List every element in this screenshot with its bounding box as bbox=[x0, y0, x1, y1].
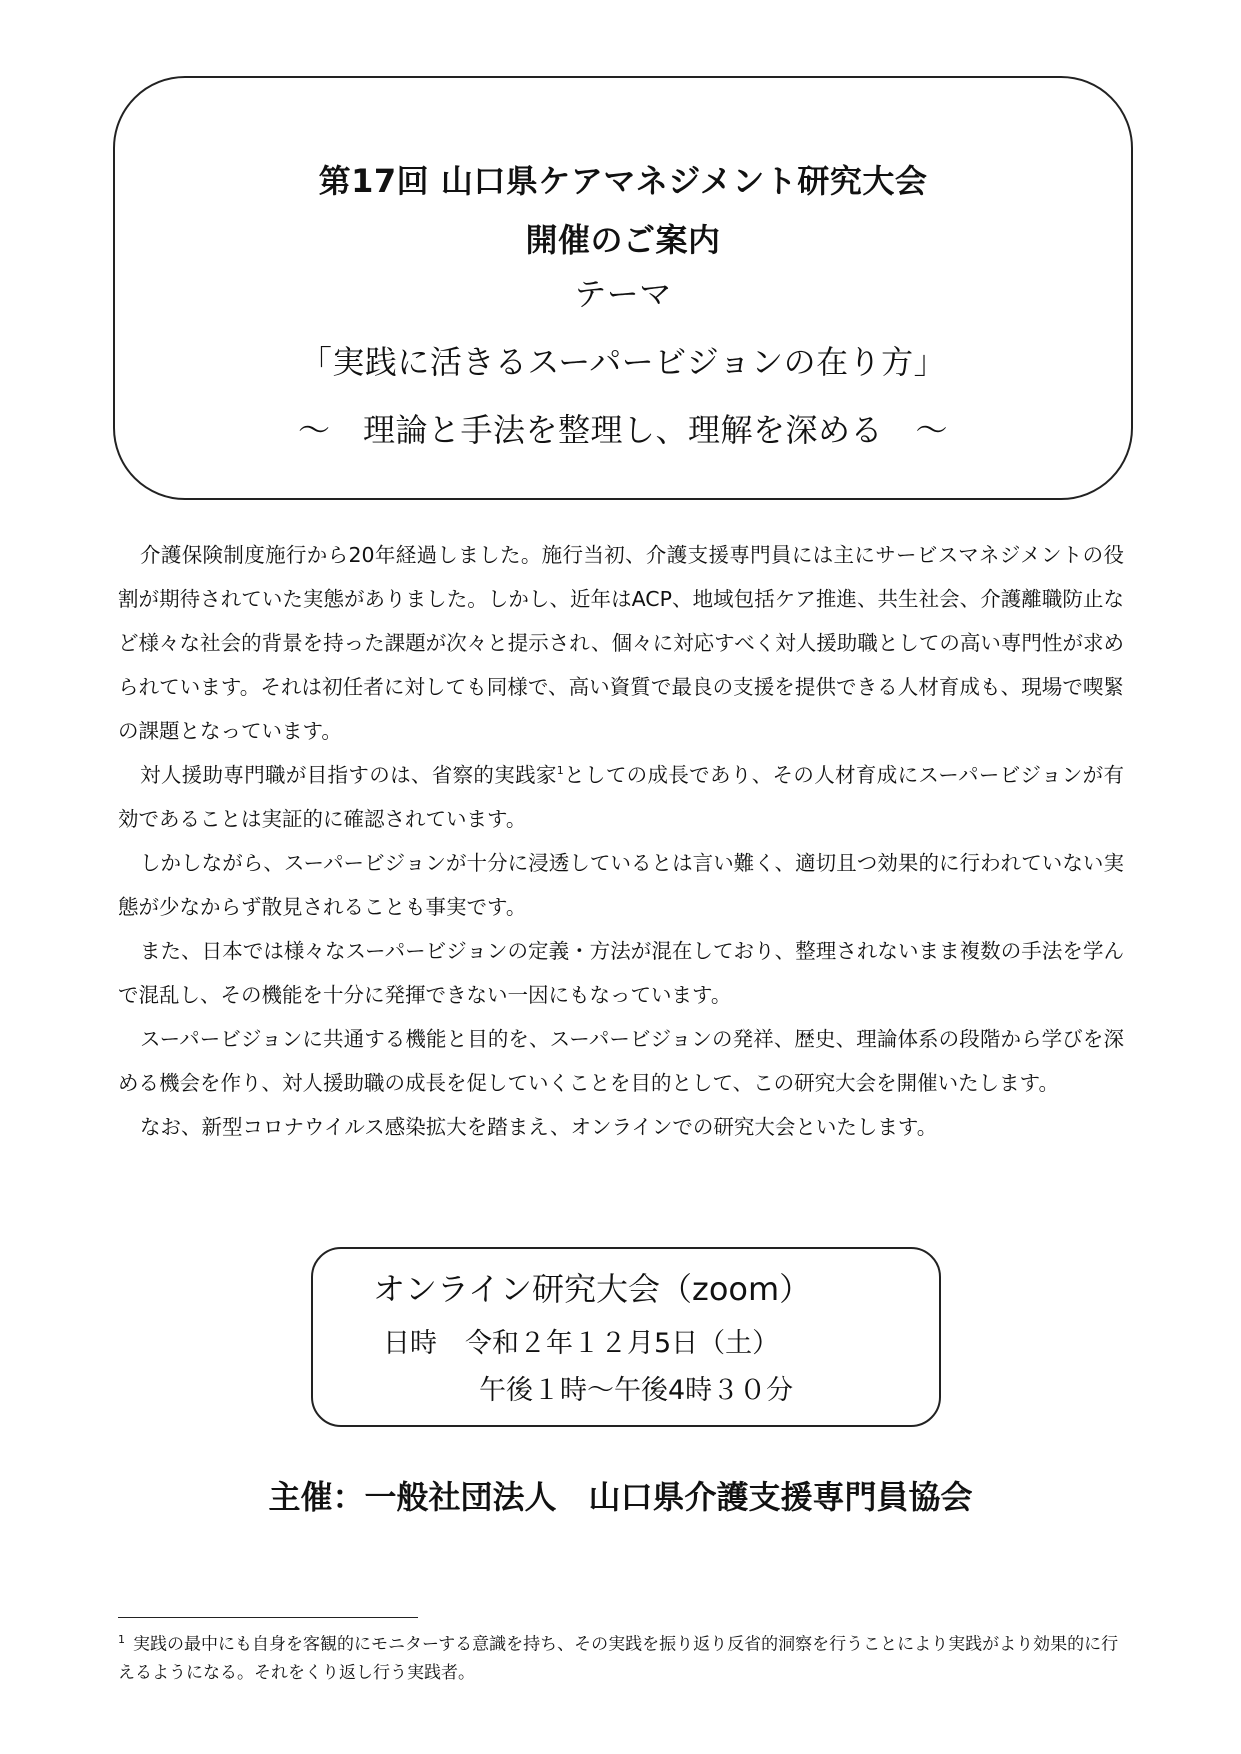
organizer: 主催：一般社団法人 山口県介護支援専門員協会 bbox=[268, 1478, 973, 1516]
event-time: 午後１時～午後4時３０分 bbox=[479, 1375, 794, 1406]
footnote bbox=[118, 1626, 1128, 1687]
footnote-reference[interactable]: 1 bbox=[556, 764, 564, 778]
paragraph-online: なお、新型コロナウイルス感染拡大を踏まえ、オンラインでの研究大会といたします。 bbox=[140, 1115, 938, 1139]
footnote-divider bbox=[118, 1617, 418, 1618]
paragraph-reflective-part1: 対人援助専門職が目指すのは、省察的実践家 bbox=[140, 763, 557, 787]
theme-main: 「実践に活きるスーパービジョンの在り方」 bbox=[299, 343, 947, 381]
event-date-label: 日時 bbox=[383, 1328, 437, 1359]
event-title: オンライン研究大会（zoom） bbox=[373, 1270, 812, 1308]
footnote-text: 実践の最中にも自身を客観的にモニターする意識を持ち、その実践を振り返り反省的洞察を行うことにより実践がより効果的に行えるようになる。それをくり返し行う実践者。 bbox=[118, 1634, 1119, 1683]
event-date: 令和２年１２月5日（土） bbox=[465, 1328, 780, 1359]
body-text bbox=[118, 533, 1124, 1149]
document-subtitle: 開催のご案内 bbox=[525, 221, 721, 259]
theme-label: テーマ bbox=[574, 275, 672, 313]
header-box bbox=[113, 76, 1133, 500]
paragraph-japan: また、日本では様々なスーパービジョンの定義・方法が混在しており、整理されないまま複数の手法を学んで混乱し、その機能を十分に発揮できない一因にもなっています。 bbox=[118, 939, 1124, 1007]
paragraph-purpose: スーパービジョンに共通する機能と目的を、スーパービジョンの発祥、歴史、理論体系の段階から学びを深める機会を作り、対人援助職の成長を促していくことを目的として、この研究大会を開催いたします。 bbox=[118, 1027, 1124, 1095]
paragraph-however: しかしながら、スーパービジョンが十分に浸透しているとは言い難く、適切且つ効果的に行われていない実態が少なからず散見されることも事実です。 bbox=[118, 851, 1124, 919]
theme-subtitle: ～ 理論と手法を整理し、理解を深める ～ bbox=[297, 411, 948, 449]
footnote-number: 1 bbox=[118, 1633, 125, 1646]
event-info-box bbox=[311, 1247, 941, 1427]
event-date-row bbox=[383, 1326, 779, 1362]
paragraph-reflective bbox=[118, 753, 1124, 841]
paragraph-intro: 介護保険制度施行から20年経過しました。施行当初、介護支援専門員には主にサービスマネジメントの役割が期待されていた実態がありました。しかし、近年はACP、地域包括ケア推進、共生社会、介護離職防止など様々な社会的背景を持った課題が次々と提示され、個々に対応すべく対人援助職としての高い専門性が求められています。それは初任者に対しても同様で、高い資質で最良の支援を提供できる人材育成も、現場で喫緊の課題となっています。 bbox=[118, 543, 1124, 743]
document-title: 第17回 山口県ケアマネジメント研究大会 bbox=[318, 162, 928, 200]
paragraph-reflective-part2: としての成長であり、その人材育成にスーパービジョンが有効であることは実証的に確認されています。 bbox=[118, 763, 1125, 831]
